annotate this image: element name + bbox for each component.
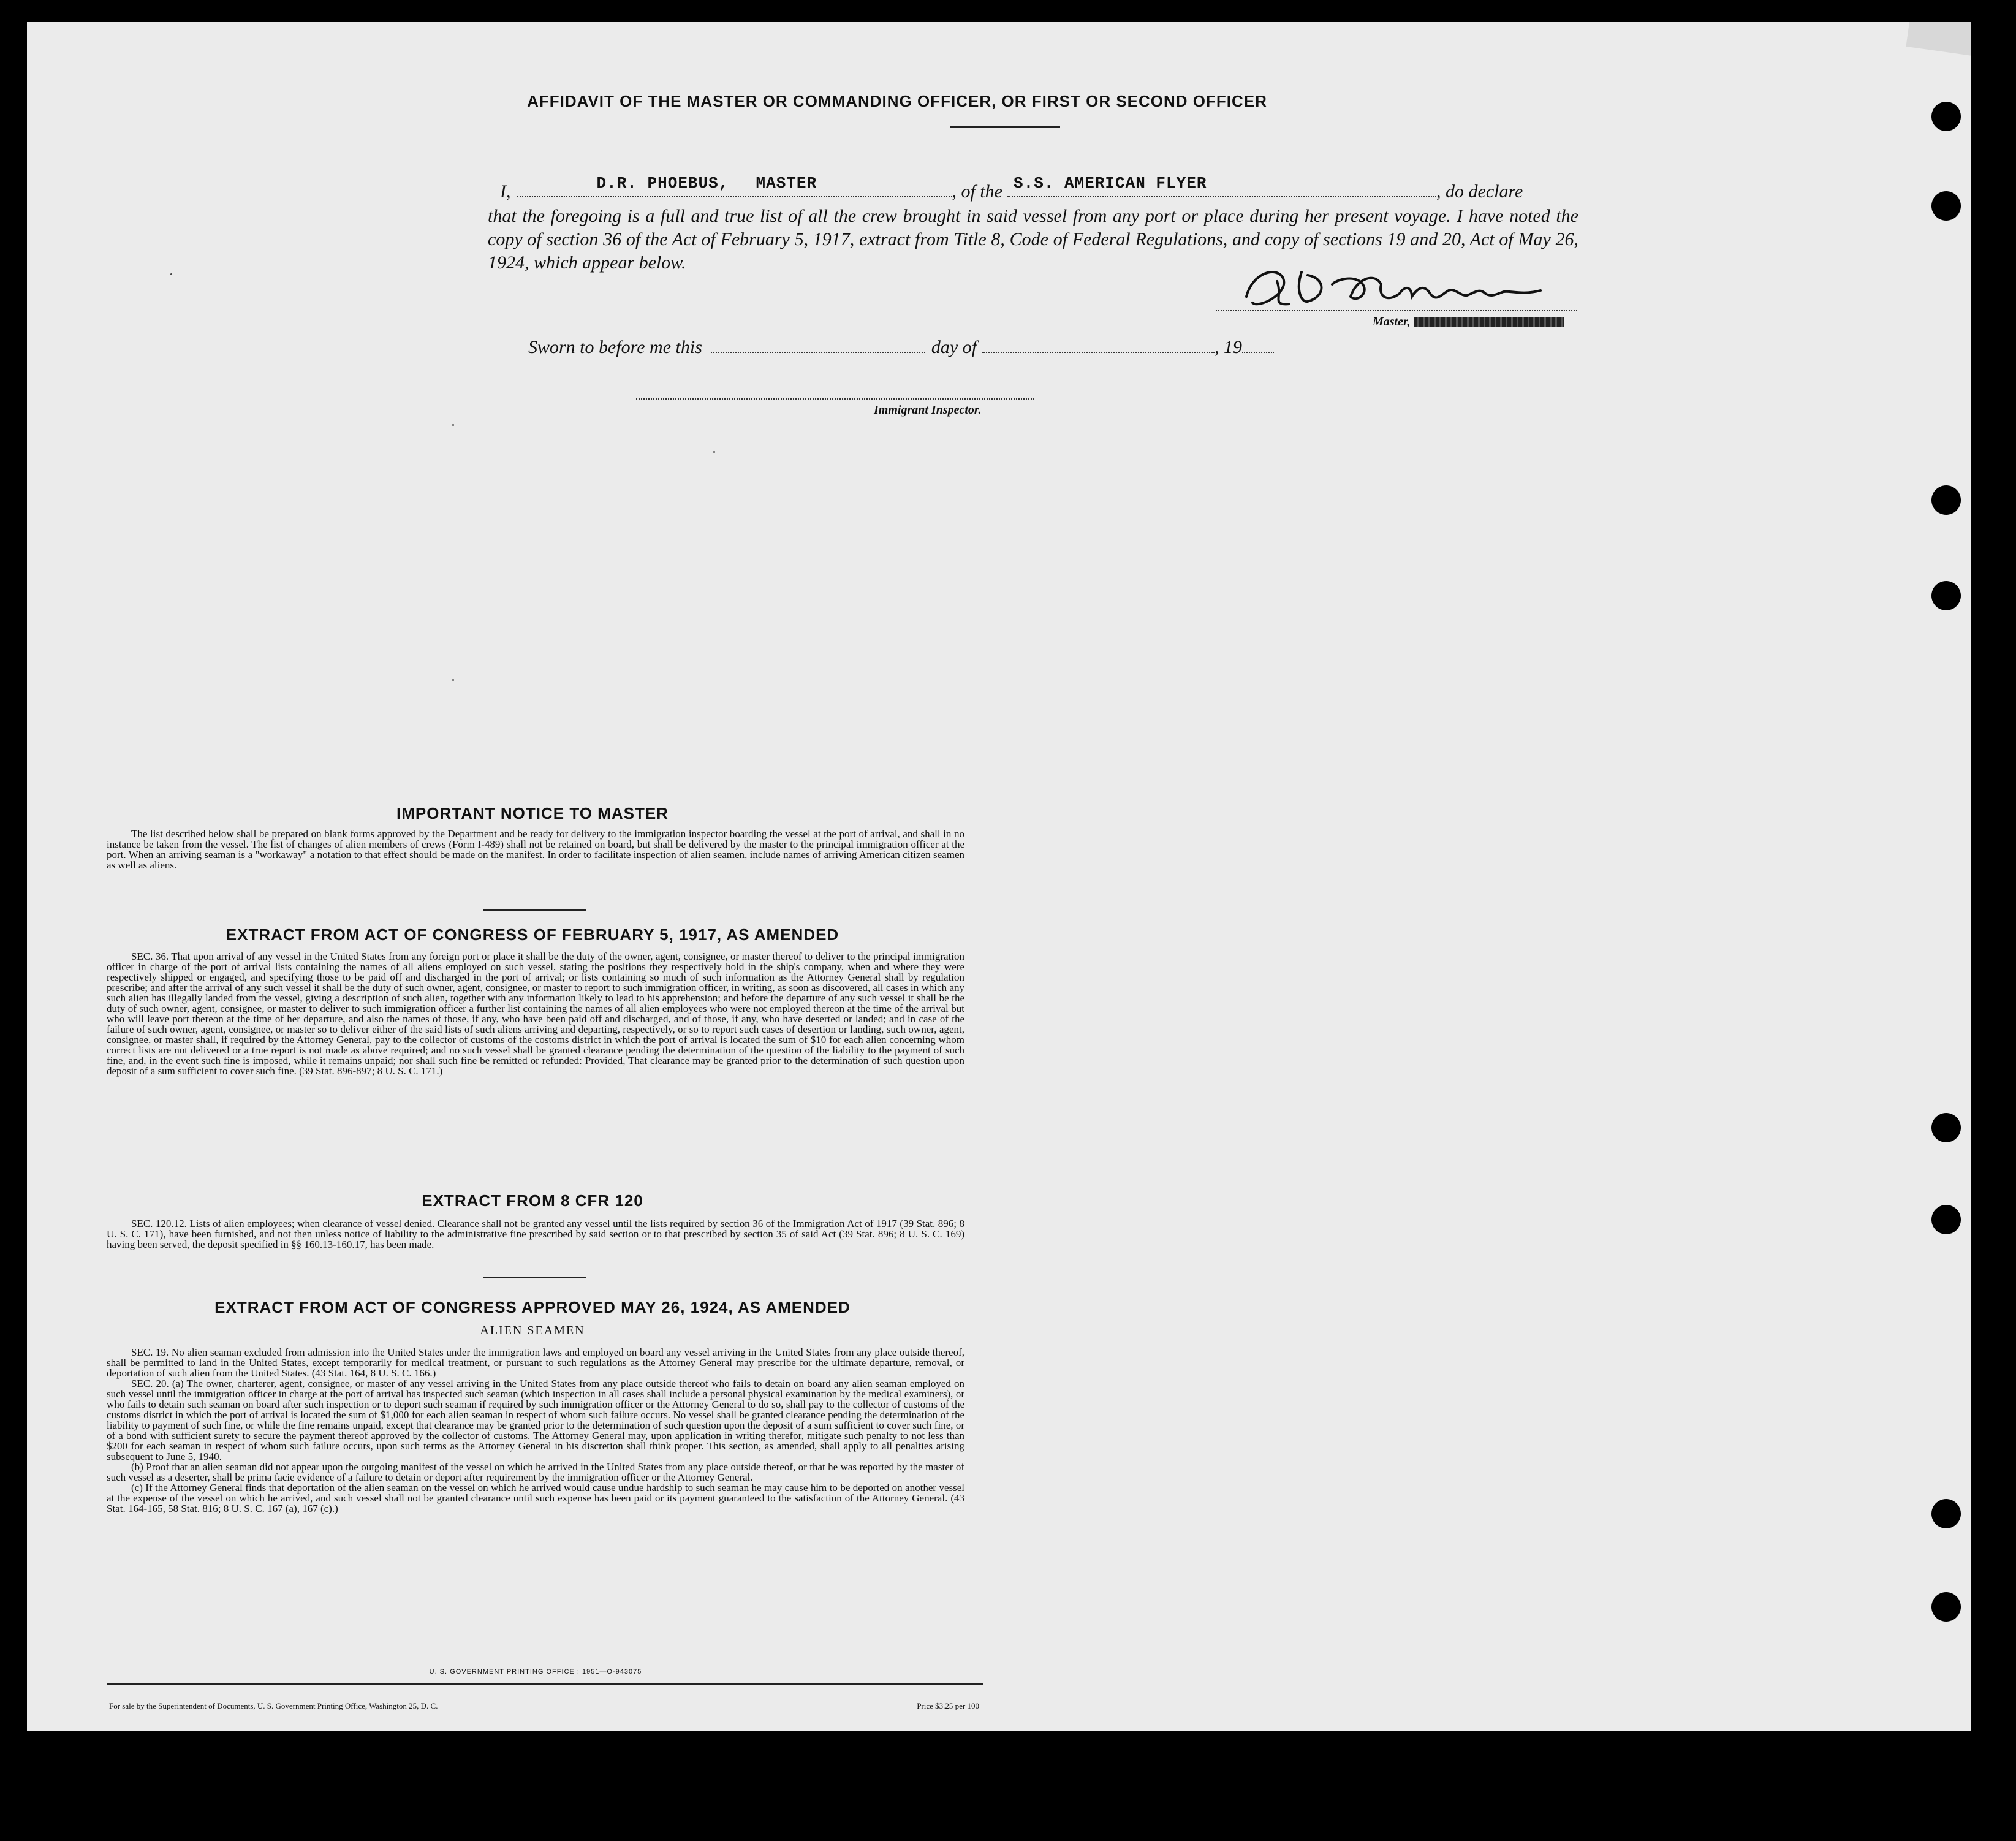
title-rule xyxy=(950,126,1060,128)
notice-paragraph: The list described below shall be prepared on blank forms approved by the Department and be ready for delivery to the immigration inspector boarding the vessel at the port of arrival, and shall in no instance be taken from the vessel. The list of changes of alien members of crews (Form I-489) shall not be retained on board, but shall be delivered by the master to the principal immigration officer at the port. When an arriving seaman is a "workaway" a notation to that effect should be made on the manifest. In order to facilitate inspection of alien seamen, include names of arriving American citizen seamen as well as aliens. xyxy=(107,828,964,871)
name-field[interactable] xyxy=(517,174,952,197)
section-rule xyxy=(483,1277,586,1278)
punch-hole xyxy=(1931,191,1961,221)
extract-1917-title: EXTRACT FROM ACT OF CONGRESS OF FEBRUARY 5, 1917, AS AMENDED xyxy=(225,925,839,944)
sworn-prefix: Sworn to before me this xyxy=(528,337,702,357)
footer-sale-note: For sale by the Superintendent of Documents, U. S. Government Printing Office, Washington 25, D. C. xyxy=(109,1701,438,1710)
day-of-label: day of xyxy=(931,337,977,357)
extract-1924-text xyxy=(107,1347,964,1514)
master-label: Master, xyxy=(1373,315,1411,328)
footer-rule xyxy=(107,1683,983,1685)
punch-hole xyxy=(1931,485,1961,515)
master-label-group xyxy=(1373,315,1564,329)
punch-hole xyxy=(1931,1205,1961,1234)
document-page xyxy=(27,22,1971,1731)
sworn-month-field[interactable] xyxy=(982,336,1215,353)
section-rule xyxy=(483,909,586,911)
punch-hole xyxy=(1931,581,1961,610)
notice-title: IMPORTANT NOTICE TO MASTER xyxy=(396,804,669,822)
footer-price: Price $3.25 per 100 xyxy=(917,1701,979,1710)
section-36-paragraph: SEC. 36. That upon arrival of any vessel in the United States from any foreign port or place it shall be the duty of the owner, agent, consignee, or master thereof to deliver to the principal immigration officer in charge of the port of arrival lists containing the names of all aliens employed on such vessel, stating the positions they respectively hold in the ship's company, when and where they were respectively shipped or engaged, and specifying those to be paid off and discharged in the port of arrival; or lists containing so much of such information as the Attorney General shall by regulation prescribe; and after the arrival of any such vessel it shall be the duty of such owner, agent, consignee, or master to report to such immigration officer, in writing, as soon as discovered, all cases in which any such alien has illegally landed from the vessel, giving a description of such alien, together with any information likely to lead to his apprehension; and before the departure of any such vessel it shall be the duty of such owner, agent, consignee, or master to deliver to such immigration officer a further list containing the names of all alien employees who were not employed thereon at the time of the arrival but who will leave port thereon at the time of her departure, and also the names of those, if any, who have been paid off and discharged, and of those, if any, who have deserted or landed; and in case of the failure of such owner, agent, consignee, or master so to deliver either of the said lists of such aliens arriving and departing, respectively, or so to report such cases of desertion or landing, such owner, agent, consignee, or master shall, if required by the Attorney General, pay to the collector of customs of the costoms district in which the port of arrival is located the sum of $10 for each alien concerning whom correct lists are not delivered or a true report is not made as above required; and no such vessel shall be granted clearance pending the determination of the question of the liability to the payment of such fine, and, in the event such fine is imposed, while it remains unpaid; nor shall such fine be remitted or refunded: Provided, That clearance may be granted prior to the determination of such question upon deposit of a sum sufficient to cover such fine. (39 Stat. 896-897; 8 U. S. C. 171.) xyxy=(107,951,964,1077)
affidavit-title: AFFIDAVIT OF THE MASTER OR COMMANDING OFFICER, OR FIRST OR SECOND OFFICER xyxy=(527,92,1267,110)
do-declare-label: , do declare xyxy=(1436,181,1523,202)
sworn-day-field[interactable] xyxy=(711,336,925,353)
extract-1917-text xyxy=(107,951,964,1076)
inspector-signature-line xyxy=(636,398,1034,400)
punch-hole xyxy=(1931,1499,1961,1528)
vessel-field[interactable] xyxy=(1007,174,1436,197)
i-label: I, xyxy=(500,181,511,202)
extract-cfr-text xyxy=(107,1218,964,1250)
footer xyxy=(109,1701,979,1711)
punch-hole xyxy=(1931,102,1961,131)
vessel-typed: S.S. AMERICAN FLYER xyxy=(1014,174,1207,192)
master-signature xyxy=(1234,260,1553,315)
section-120-12-paragraph: SEC. 120.12. Lists of alien employees; when clearance of vessel denied. Clearance shall not be granted any vessel until the lists required by section 36 of the Immigration Act of 1917 (39 Stat. 896; 8 U. S. C. 171), have been furnished, and not then unless notice of liability to the administrative fine prescribed by said section or to that prescribed by section 35 of said Act (39 Stat. 896; 8 U. S. C. 169) having been served, the deposit specified in §§ 160.13-160.17, has been made. xyxy=(107,1218,964,1250)
speck xyxy=(452,679,454,681)
section-19-paragraph: SEC. 19. No alien seaman excluded from admission into the United States under the immigration laws and employed on board any vessel arriving in the United States from any place outside thereof, shall be permitted to land in the United States, except temporarily for medical treatment, or pursuant to such regulations as the Attorney General may prescribe for the ultimate departure, removal, or deportation of such alien from the United States. (43 Stat. 164, 8 U. S. C. 166.) xyxy=(107,1346,964,1379)
sworn-line xyxy=(528,336,1331,359)
name-typed: D.R. PHOEBUS, xyxy=(596,174,729,192)
struck-out-text xyxy=(1414,317,1564,327)
extract-cfr-title: EXTRACT FROM 8 CFR 120 xyxy=(422,1191,643,1210)
speck xyxy=(452,424,454,426)
section-20c-paragraph: (c) If the Attorney General finds that deportation of the alien seaman on the vessel on which he arrived would cause undue hardship to such seaman he may cause him to be deported on another vessel at the expense of the vessel on which he arrived, and such vessel shall not be granted clearance until such expense has been paid or its payment guaranteed to the satisfaction of the Attorney General. (43 Stat. 164-165, 58 Stat. 816; 8 U. S. C. 167 (a), 167 (c).) xyxy=(107,1482,964,1514)
affidavit-first-line xyxy=(500,174,1578,203)
speck xyxy=(713,451,715,453)
section-20a-paragraph: SEC. 20. (a) The owner, charterer, agent, consignee, or master of any vessel arriving in the United States from any place outside thereof who fails to detain on board any alien seaman employed on such vessel until the immigration officer in charge at the port of arrival has inspected such seaman (which inspection in all cases shall include a personal physical examination by the medical examiners), or who fails to detain such seaman on board after such inspection or to deport such seaman if required by such immigration officer or the Attorney General to do so, shall pay to the collector of customs of the customs district in which the port of arrival is located the sum of $1,000 for each alien seaman in respect of whom such failure occurs. No vessel shall be granted clearance pending the determination of the liability to payment of such fine, or while the fine remains unpaid, except that clearance may be granted prior to the determination of such question upon the deposit of a sum sufficient to cover such fine, or of a bond with sufficient surety to secure the payment thereof approved by the collector of customs. The Attorney General may, upon application in writing therefor, mitigate such penalty to not less than $200 for each seaman in respect of whom such failure occurs, upon such terms as the Attorney General in his discretion shall think proper. This section, as amended, shall apply to all penalties arising subsequent to June 5, 1940. xyxy=(107,1378,964,1462)
inspector-label: Immigrant Inspector. xyxy=(874,403,982,417)
punch-hole xyxy=(1931,1592,1961,1622)
punch-hole xyxy=(1931,1113,1961,1142)
extract-1924-title: EXTRACT FROM ACT OF CONGRESS APPROVED MAY 26, 1924, AS AMENDED xyxy=(214,1298,851,1316)
alien-seamen-subtitle: ALIEN SEAMEN xyxy=(480,1324,585,1337)
of-the-label: , of the xyxy=(952,181,1002,202)
rank-typed: MASTER xyxy=(756,174,817,192)
gpo-imprint: U. S. GOVERNMENT PRINTING OFFICE : 1951—O-943075 xyxy=(429,1668,642,1676)
year-prefix: , 19 xyxy=(1215,337,1243,357)
signature-line xyxy=(1216,310,1577,311)
section-20b-paragraph: (b) Proof that an alien seaman did not appear upon the outgoing manifest of the vessel on which he arrived in the United States from any place outside thereof, or that he was reported by the master of such vessel as a deserter, shall be prima facie evidence of a failure to detain or deport after requirement by the immigration officer or the Attorney General. xyxy=(107,1461,964,1483)
sworn-year-field[interactable] xyxy=(1242,336,1274,353)
folded-corner xyxy=(1906,22,1971,58)
notice-text xyxy=(107,829,964,870)
affidavit-body: that the foregoing is a full and true list of all the crew brought in said vessel from any port or place during her present voyage. I have noted the copy of section 36 of the Act of February 5, 1917, extract from Title 8, Code of Federal Regulations, and copy of sections 19 and 20, Act of May 26, 1924, which appear below. xyxy=(488,206,1578,273)
speck xyxy=(170,273,172,275)
